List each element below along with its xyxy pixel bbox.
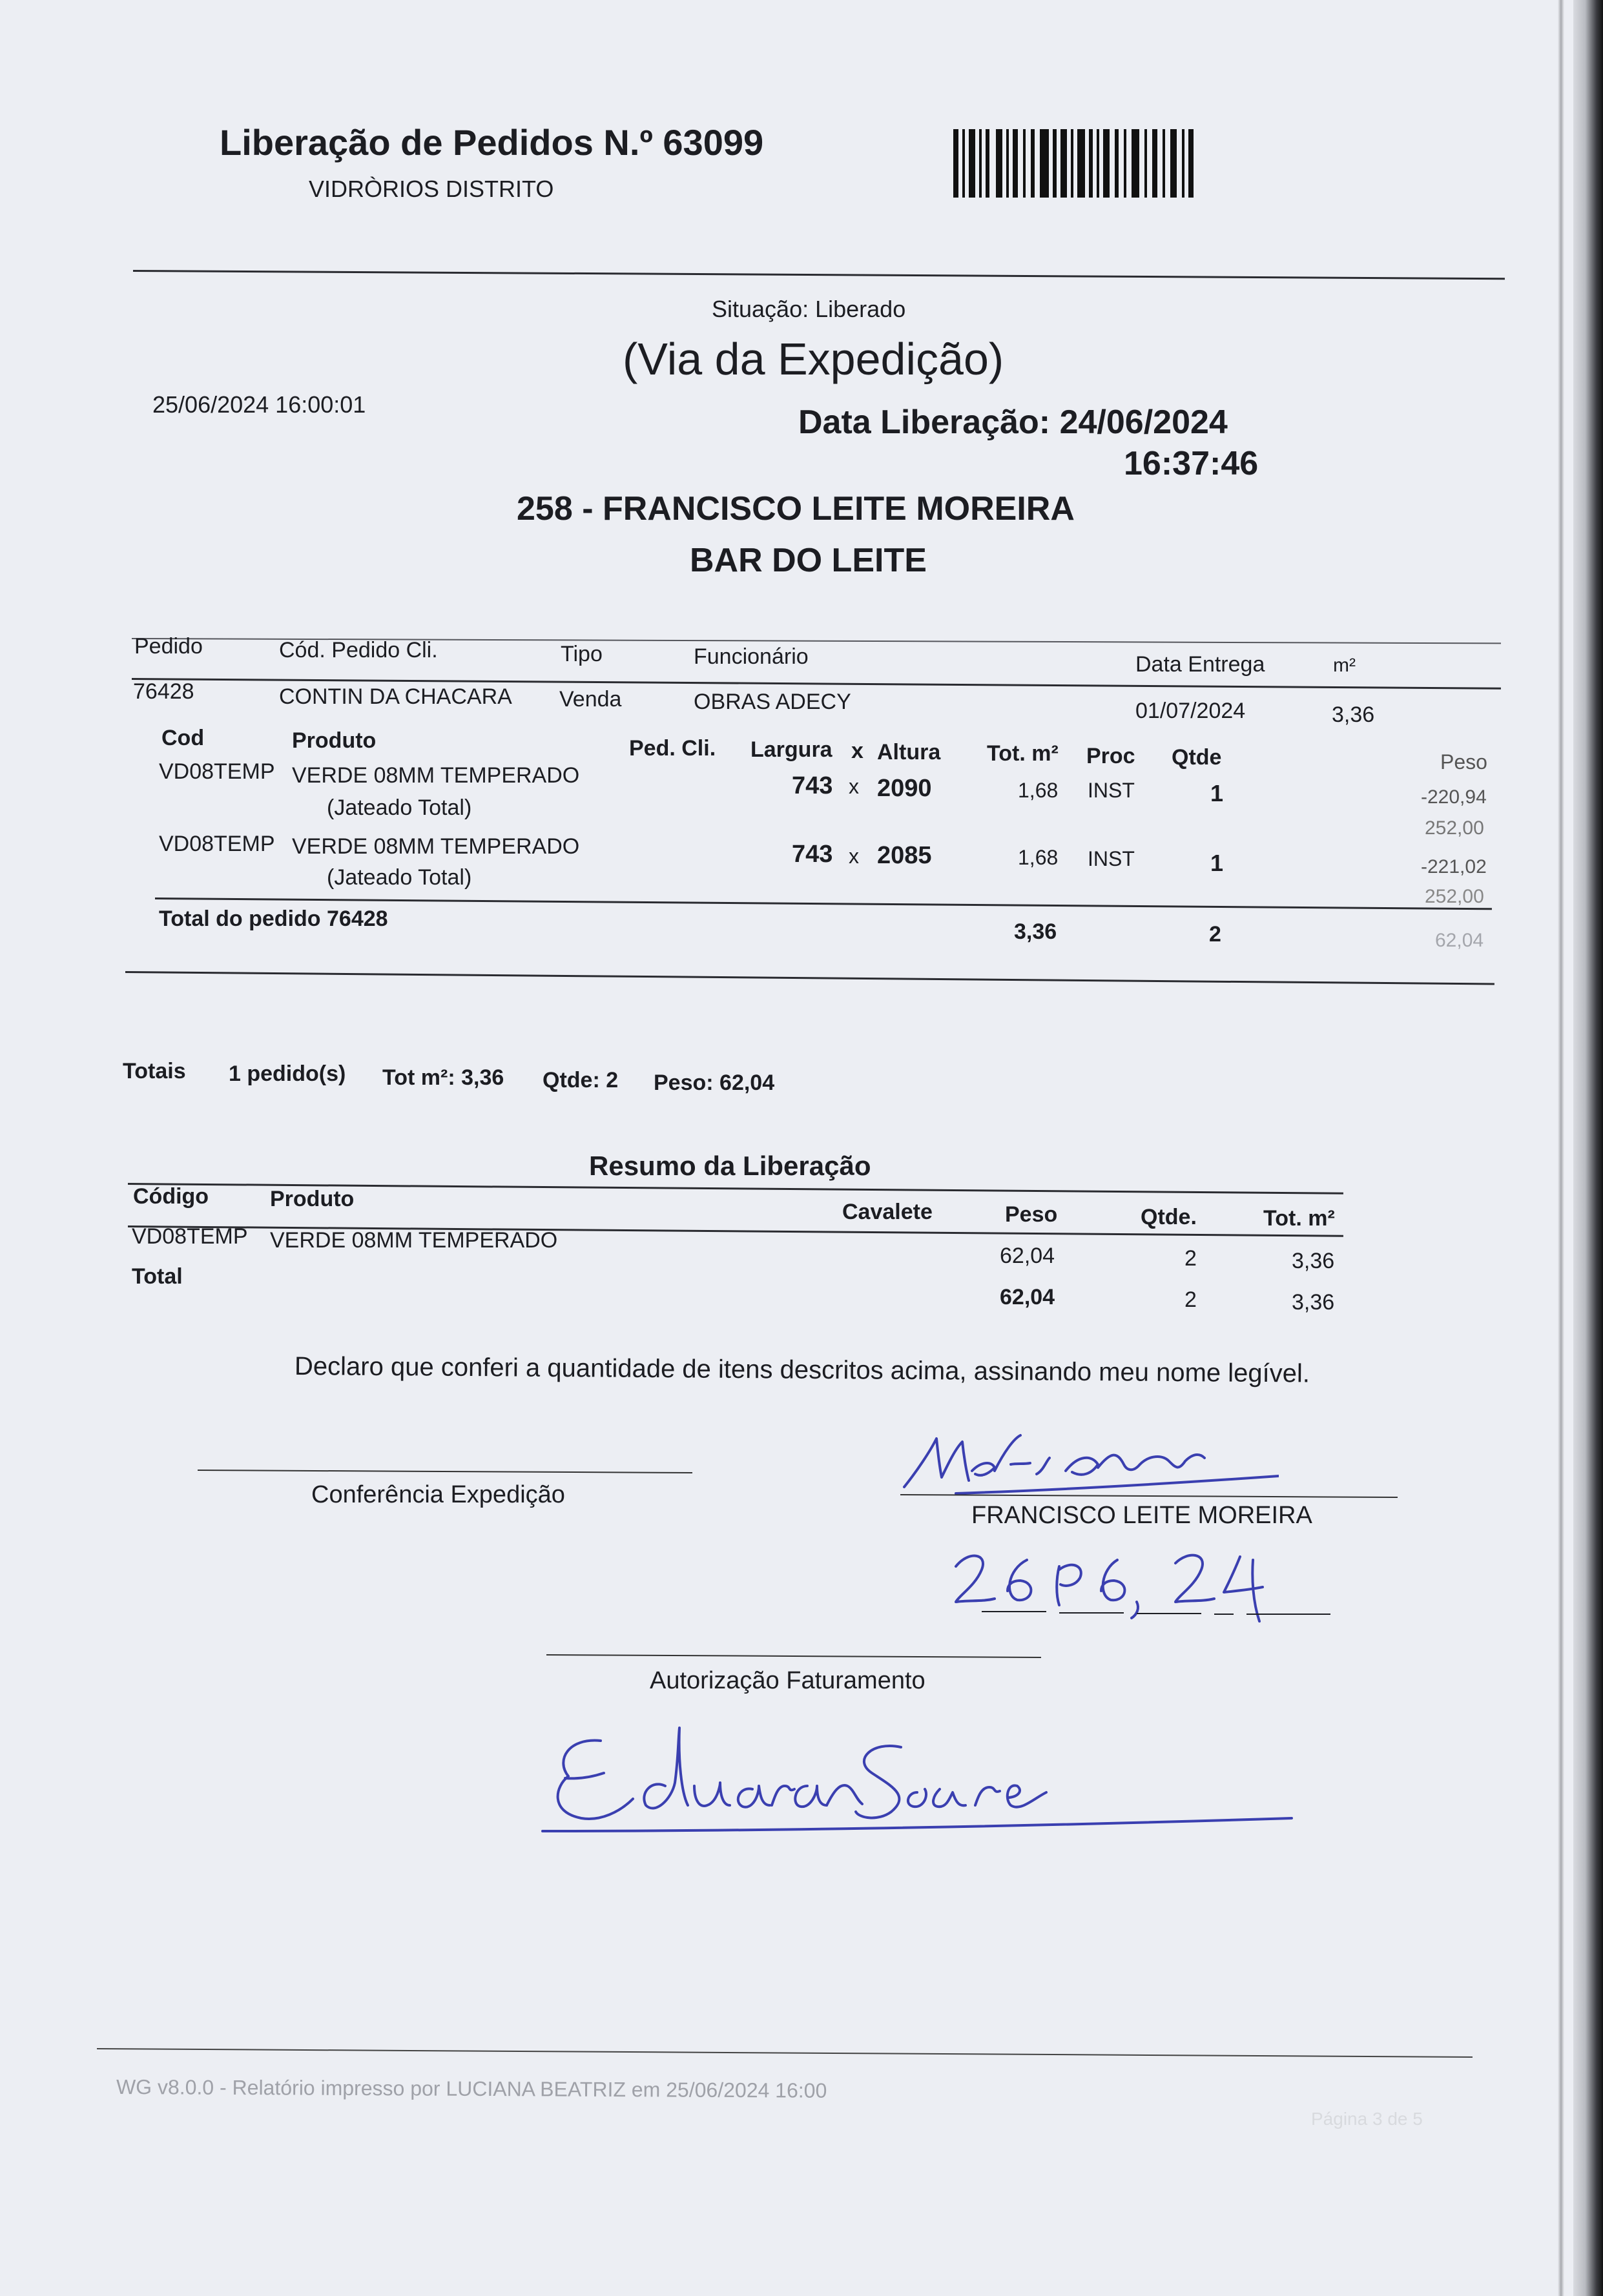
item-cod: VD08TEMP xyxy=(159,759,275,784)
col-peso: Peso xyxy=(1440,750,1487,774)
totals-qtde: Qtde: 2 xyxy=(543,1068,619,1092)
page-title: Liberação de Pedidos N.º 63099 xyxy=(220,122,764,163)
item-tot-m2: 1,68 xyxy=(1018,779,1059,802)
item-peso-2: 252,00 xyxy=(1425,817,1484,839)
item-qtde: 1 xyxy=(1210,850,1224,876)
item-tot-m2: 1,68 xyxy=(1018,846,1059,869)
summary-codigo: VD08TEMP xyxy=(132,1224,248,1249)
page-fold-shadow xyxy=(1558,0,1564,2296)
conference-signature-line xyxy=(198,1470,692,1473)
status-label: Situação: Liberado xyxy=(712,296,906,322)
col-proc: Proc xyxy=(1086,744,1135,768)
summary-tot-m2: 3,36 xyxy=(1292,1249,1335,1273)
summary-title: Resumo da Liberação xyxy=(589,1151,871,1181)
summary-col-peso: Peso xyxy=(1005,1202,1058,1227)
client-name: 258 - FRANCISCO LEITE MOREIRA xyxy=(517,490,1075,528)
item-detalhe: (Jateado Total) xyxy=(327,795,472,820)
col-data-entrega: Data Entrega xyxy=(1135,652,1265,677)
col-ped-cli: Ped. Cli. xyxy=(629,736,716,761)
item-produto: VERDE 08MM TEMPERADO xyxy=(292,763,580,788)
footer-page: Página 3 de 5 xyxy=(1311,2109,1423,2129)
copy-label: (Via da Expedição) xyxy=(623,334,1004,384)
col-x: x xyxy=(851,739,864,763)
item-altura: 2090 xyxy=(877,775,932,802)
item-proc: INST xyxy=(1088,779,1135,802)
item-detalhe: (Jateado Total) xyxy=(327,865,472,890)
col-altura: Altura xyxy=(877,740,941,764)
barcode xyxy=(953,129,1195,198)
authorization-signature-image xyxy=(530,1721,1305,1850)
summary-total-qtde: 2 xyxy=(1184,1287,1197,1312)
handwritten-date xyxy=(982,1563,1007,1570)
conference-label: Conferência Expedição xyxy=(311,1481,565,1508)
order-total-label: Total do pedido 76428 xyxy=(159,907,388,931)
summary-produto: VERDE 08MM TEMPERADO xyxy=(270,1228,558,1253)
handwritten-date-image xyxy=(943,1541,1343,1637)
totals-label: Totais xyxy=(123,1059,186,1083)
col-m2: m² xyxy=(1333,655,1356,676)
item-x: x xyxy=(849,775,859,798)
summary-col-codigo: Código xyxy=(133,1184,209,1209)
footer-line xyxy=(97,2048,1473,2058)
declaration-text: Declaro que conferi a quantidade de itens descritos acima, assinando meu nome legível. xyxy=(294,1352,1310,1388)
col-tot-m2: Tot. m² xyxy=(987,741,1059,766)
order-total-qtde: 2 xyxy=(1209,922,1221,947)
summary-col-cavalete: Cavalete xyxy=(842,1200,933,1224)
client-signature-label: FRANCISCO LEITE MOREIRA xyxy=(971,1502,1312,1529)
summary-qtde: 2 xyxy=(1184,1246,1197,1271)
order-tipo: Venda xyxy=(559,687,622,712)
col-cod-pedido-cli: Cód. Pedido Cli. xyxy=(279,638,438,662)
item-x: x xyxy=(849,845,859,868)
summary-col-tot-m2: Tot. m² xyxy=(1263,1206,1335,1231)
item-peso-2: 252,00 xyxy=(1425,886,1484,907)
order-m2: 3,36 xyxy=(1332,702,1375,727)
summary-total-label: Total xyxy=(132,1264,183,1289)
col-tipo: Tipo xyxy=(561,642,603,666)
col-largura: Largura xyxy=(750,737,833,762)
summary-col-qtde: Qtde. xyxy=(1141,1205,1197,1229)
release-time: 16:37:46 xyxy=(1124,445,1259,482)
order-total-m2: 3,36 xyxy=(1014,919,1057,944)
item-largura: 743 xyxy=(792,772,833,799)
totals-m2: Tot m²: 3,36 xyxy=(382,1065,504,1090)
item-altura: 2085 xyxy=(877,842,932,869)
col-pedido: Pedido xyxy=(134,634,203,659)
authorization-label: Autorização Faturamento xyxy=(650,1667,926,1694)
authorization-signature-line xyxy=(546,1654,1041,1658)
summary-peso: 62,04 xyxy=(1000,1244,1055,1268)
page-edge-shadow xyxy=(1573,0,1603,2296)
order-funcionario: OBRAS ADECY xyxy=(694,690,851,714)
item-largura: 743 xyxy=(792,841,833,868)
col-cod: Cod xyxy=(161,726,205,750)
order-pedido: 76428 xyxy=(133,679,194,704)
item-qtde: 1 xyxy=(1210,780,1224,806)
totals-pedidos: 1 pedido(s) xyxy=(229,1061,346,1086)
summary-total-m2: 3,36 xyxy=(1292,1290,1335,1315)
order-total-peso: 62,04 xyxy=(1435,930,1484,951)
print-datetime: 25/06/2024 16:00:01 xyxy=(152,391,366,418)
item-peso-1: -221,02 xyxy=(1421,856,1487,877)
item-peso-1: -220,94 xyxy=(1421,786,1487,808)
summary-col-produto: Produto xyxy=(270,1187,355,1211)
item-cod: VD08TEMP xyxy=(159,832,275,856)
items-end-line xyxy=(125,971,1494,985)
footer-printed-by: WG v8.0.0 - Relatório impresso por LUCIANA BEATRIZ em 25/06/2024 16:00 xyxy=(116,2075,827,2102)
company-name: VIDRÒRIOS DISTRITO xyxy=(309,176,554,202)
item-proc: INST xyxy=(1088,847,1135,870)
header-divider xyxy=(133,270,1505,280)
client-trade-name: BAR DO LEITE xyxy=(690,542,927,579)
totals-peso: Peso: 62,04 xyxy=(654,1071,775,1095)
item-produto: VERDE 08MM TEMPERADO xyxy=(292,834,580,859)
col-funcionario: Funcionário xyxy=(694,644,809,669)
col-qtde: Qtde xyxy=(1172,745,1222,770)
summary-total-peso: 62,04 xyxy=(1000,1285,1055,1309)
release-date: Data Liberação: 24/06/2024 xyxy=(798,404,1228,441)
order-cod-pedido-cli: CONTIN DA CHACARA xyxy=(279,684,512,709)
order-data-entrega: 01/07/2024 xyxy=(1135,699,1246,723)
col-produto: Produto xyxy=(292,728,377,753)
